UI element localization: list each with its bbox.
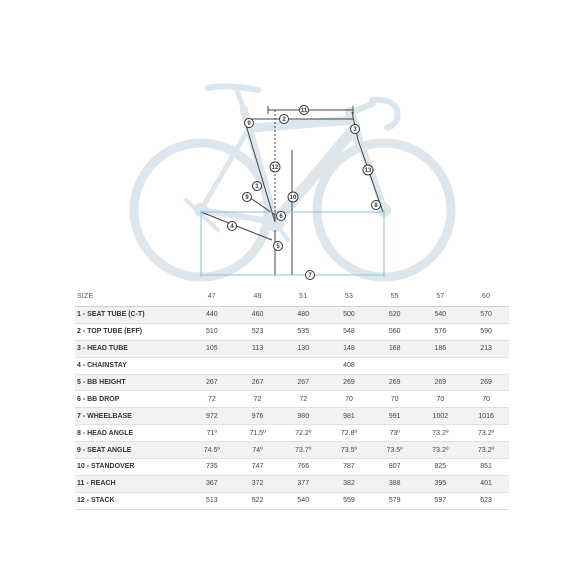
- table-cell: 579: [372, 492, 418, 509]
- marker-6: [277, 212, 286, 221]
- table-cell: 73.2º: [463, 425, 509, 442]
- table-cell: 377: [280, 475, 326, 492]
- table-cell: 1002: [418, 408, 464, 425]
- table-cell: 269: [372, 374, 418, 391]
- table-cell: 148: [326, 340, 372, 357]
- table-cell: [280, 357, 326, 374]
- marker-3: [351, 125, 360, 134]
- table-row: [75, 459, 509, 476]
- table-cell: 168: [372, 340, 418, 357]
- table-cell: 576: [418, 323, 464, 340]
- table-cell: 130: [280, 340, 326, 357]
- table-cell: 590: [463, 323, 509, 340]
- table-row: [75, 391, 509, 408]
- table-cell: 73.5º: [326, 442, 372, 459]
- table-row: [75, 492, 509, 509]
- table-cell: 787: [326, 459, 372, 476]
- table-row: [75, 340, 509, 357]
- table-cell: 520: [372, 307, 418, 324]
- table-cell: 735: [189, 459, 235, 476]
- table-row: [75, 357, 509, 374]
- marker-9b: [243, 193, 252, 202]
- table-cell: 186: [418, 340, 464, 357]
- table-cell: 72.2º: [280, 425, 326, 442]
- table-cell: 408: [326, 357, 372, 374]
- table-cell: 269: [326, 374, 372, 391]
- table-cell: 851: [463, 459, 509, 476]
- table-cell: 1016: [463, 408, 509, 425]
- table-row: [75, 408, 509, 425]
- table-cell: 73.7º: [280, 442, 326, 459]
- table-cell: 72: [235, 391, 281, 408]
- table-cell: 367: [189, 475, 235, 492]
- marker-9: [245, 119, 254, 128]
- table-cell: 382: [326, 475, 372, 492]
- size-column-header: 48: [235, 286, 281, 307]
- table-cell: [372, 357, 418, 374]
- table-cell: 70: [418, 391, 464, 408]
- table-cell: 540: [418, 307, 464, 324]
- svg-text:9: 9: [247, 121, 251, 127]
- table-cell: 548: [326, 323, 372, 340]
- table-row: [75, 307, 509, 324]
- table-cell: 71º: [189, 425, 235, 442]
- table-cell: 395: [418, 475, 464, 492]
- table-cell: 597: [418, 492, 464, 509]
- table-cell: 72: [189, 391, 235, 408]
- svg-text:11: 11: [300, 108, 308, 114]
- table-cell: 113: [235, 340, 281, 357]
- row-label: 12 - STACK: [75, 492, 189, 509]
- table-cell: [189, 357, 235, 374]
- size-column-header: 53: [326, 286, 372, 307]
- geometry-table: [75, 286, 509, 510]
- table-cell: 825: [418, 459, 464, 476]
- table-cell: 267: [189, 374, 235, 391]
- row-label: 1 - SEAT TUBE (C-T): [75, 307, 189, 324]
- table-cell: 267: [235, 374, 281, 391]
- table-cell: 74.5º: [189, 442, 235, 459]
- table-cell: 73.2º: [418, 442, 464, 459]
- table-header-row: [75, 286, 509, 307]
- table-cell: 73.2º: [418, 425, 464, 442]
- table-row: [75, 442, 509, 459]
- table-cell: 559: [326, 492, 372, 509]
- geometry-table-body: [75, 307, 509, 510]
- table-cell: 105: [189, 340, 235, 357]
- table-cell: 523: [235, 323, 281, 340]
- table-cell: [235, 357, 281, 374]
- table-cell: 72: [280, 391, 326, 408]
- size-column-header: 55: [372, 286, 418, 307]
- table-cell: 972: [189, 408, 235, 425]
- svg-text:10: 10: [289, 195, 297, 201]
- table-cell: [463, 357, 509, 374]
- table-cell: 70: [326, 391, 372, 408]
- saddle: [208, 86, 258, 90]
- table-cell: 460: [235, 307, 281, 324]
- row-label: 9 - SEAT ANGLE: [75, 442, 189, 459]
- table-cell: 388: [372, 475, 418, 492]
- table-cell: 522: [235, 492, 281, 509]
- top-tube: [252, 120, 353, 128]
- row-label: 8 - HEAD ANGLE: [75, 425, 189, 442]
- size-header: SIZE: [75, 286, 189, 307]
- svg-text:7: 7: [308, 273, 312, 279]
- table-cell: 766: [280, 459, 326, 476]
- marker-7: [306, 271, 315, 280]
- marker-10: [288, 192, 298, 202]
- svg-text:3: 3: [353, 127, 357, 133]
- table-cell: 267: [280, 374, 326, 391]
- svg-text:1: 1: [255, 184, 259, 190]
- row-label: 4 - CHAINSTAY: [75, 357, 189, 374]
- marker-11: [300, 106, 309, 115]
- bike-geometry-diagram: [0, 0, 582, 290]
- table-cell: 560: [372, 323, 418, 340]
- table-cell: 70: [463, 391, 509, 408]
- table-cell: 535: [280, 323, 326, 340]
- table-row: [75, 374, 509, 391]
- svg-text:8: 8: [374, 203, 378, 209]
- marker-12: [270, 162, 280, 172]
- svg-text:6: 6: [279, 214, 283, 220]
- size-column-header: 51: [280, 286, 326, 307]
- table-cell: 510: [189, 323, 235, 340]
- marker-13: [363, 165, 373, 175]
- size-column-header: 57: [418, 286, 464, 307]
- row-label: 2 - TOP TUBE (EFF): [75, 323, 189, 340]
- table-cell: 747: [235, 459, 281, 476]
- table-cell: 401: [463, 475, 509, 492]
- size-column-header: 47: [189, 286, 235, 307]
- table-cell: 74º: [235, 442, 281, 459]
- table-cell: 623: [463, 492, 509, 509]
- table-cell: 213: [463, 340, 509, 357]
- table-cell: 480: [280, 307, 326, 324]
- table-row: [75, 425, 509, 442]
- seatpost: [236, 88, 244, 110]
- table-row: [75, 323, 509, 340]
- table-cell: 570: [463, 307, 509, 324]
- row-label: 3 - HEAD TUBE: [75, 340, 189, 357]
- marker-2: [280, 115, 289, 124]
- table-cell: 976: [235, 408, 281, 425]
- table-cell: 70: [372, 391, 418, 408]
- table-cell: 72.8º: [326, 425, 372, 442]
- svg-text:13: 13: [364, 168, 372, 174]
- table-row: [75, 475, 509, 492]
- table-cell: 372: [235, 475, 281, 492]
- svg-text:4: 4: [230, 224, 234, 230]
- table-cell: 73.2º: [463, 442, 509, 459]
- svg-text:12: 12: [271, 165, 279, 171]
- table-cell: 73.5º: [372, 442, 418, 459]
- svg-text:5: 5: [276, 244, 280, 250]
- row-label: 7 - WHEELBASE: [75, 408, 189, 425]
- table-cell: 540: [280, 492, 326, 509]
- row-label: 10 - STANDOVER: [75, 459, 189, 476]
- table-cell: 991: [372, 408, 418, 425]
- marker-5: [274, 242, 283, 251]
- row-label: 6 - BB DROP: [75, 391, 189, 408]
- table-cell: [418, 357, 464, 374]
- size-column-header: 60: [463, 286, 509, 307]
- table-cell: 269: [418, 374, 464, 391]
- marker-4: [228, 222, 237, 231]
- table-cell: 269: [463, 374, 509, 391]
- table-cell: 513: [189, 492, 235, 509]
- table-cell: 73º: [372, 425, 418, 442]
- marker-1: [253, 182, 262, 191]
- table-cell: 500: [326, 307, 372, 324]
- row-label: 5 - BB HEIGHT: [75, 374, 189, 391]
- table-cell: 981: [326, 408, 372, 425]
- stem: [352, 104, 373, 112]
- svg-text:9: 9: [245, 195, 249, 201]
- table-cell: 71.5º: [235, 425, 281, 442]
- table-cell: 807: [372, 459, 418, 476]
- svg-text:2: 2: [282, 117, 286, 123]
- table-cell: 440: [189, 307, 235, 324]
- row-label: 11 - REACH: [75, 475, 189, 492]
- table-cell: 980: [280, 408, 326, 425]
- marker-8: [372, 201, 381, 210]
